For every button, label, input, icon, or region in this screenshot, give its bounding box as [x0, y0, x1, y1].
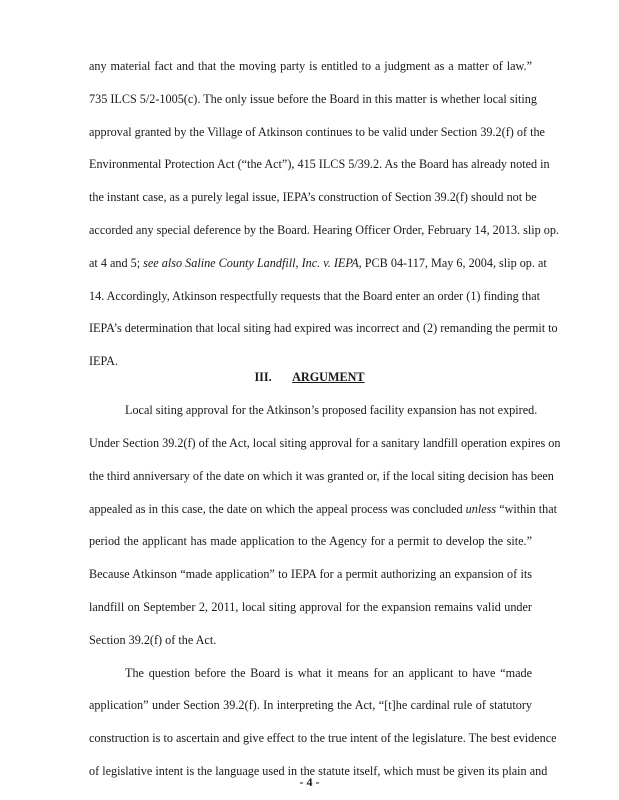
text-line: Local siting approval for the Atkinson’s proposed facility expansion has not expired. [125, 403, 538, 417]
text-run: at 4 and 5; [89, 256, 144, 270]
text-line: The question before the Board is what it means for an applicant to have “made [125, 666, 532, 680]
text-line: Environmental Protection Act (“the Act”), 415 ILCS 5/39.2. As the Board has already noted in [89, 157, 550, 171]
text-line: accorded any special deference by the Board. Hearing Officer Order, February 14, 2013. slip op. [89, 223, 560, 237]
text-line: the third anniversary of the date on which it was granted or, if the local siting decision has been [89, 469, 554, 483]
section-number: III. [254, 370, 272, 384]
text-line: the instant case, as a purely legal issue, IEPA’s construction of Section 39.2(f) should not be [89, 190, 537, 204]
text-line: approval granted by the Village of Atkinson continues to be valid under Section 39.2(f) of the [89, 125, 545, 139]
text-line: 735 ILCS 5/2-1005(c). The only issue before the Board in this matter is whether local siting [89, 92, 537, 106]
text-line: Under Section 39.2(f) of the Act, local siting approval for a sanitary landfill operation expires on [89, 436, 561, 450]
text-line: period the applicant has made application to the Agency for a permit to develop the site.” [89, 534, 532, 548]
section-heading [0, 370, 619, 385]
text-line: Because Atkinson “made application” to IEPA for a permit authorizing an expansion of its [89, 567, 532, 581]
text-run: “within that [496, 502, 558, 516]
text-run: appealed as in this case, the date on which the appeal process was concluded [89, 502, 466, 516]
text-line: IEPA’s determination that local siting had expired was incorrect and (2) remanding the permit to [89, 321, 558, 335]
section-title: ARGUMENT [292, 370, 365, 384]
text-line: IEPA. [89, 354, 119, 368]
text-line: 14. Accordingly, Atkinson respectfully requests that the Board enter an order (1) finding that [89, 289, 541, 303]
text-line: Section 39.2(f) of the Act. [89, 633, 217, 647]
case-citation: see also Saline County Landfill, Inc. v. IEPA, [143, 256, 362, 270]
page-number: - 4 - [299, 775, 320, 789]
text-run: PCB 04-117, May 6, 2004, slip op. at [361, 256, 547, 270]
text-line: of legislative intent is the language used in the statute itself, which must be given its plain and [89, 764, 548, 778]
text-line: any material fact and that the moving party is entitled to a judgment as a matter of law.” [89, 59, 532, 73]
text-line: landfill on September 2, 2011, local siting approval for the expansion remains valid under [89, 600, 532, 614]
emphasis: unless [465, 502, 497, 516]
text-line-citation [89, 256, 547, 270]
text-line: application” under Section 39.2(f). In interpreting the Act, “[t]he cardinal rule of statutory [89, 698, 532, 712]
text-line [89, 502, 558, 516]
text-line: construction is to ascertain and give effect to the true intent of the legislature. The best evidence [89, 731, 557, 745]
